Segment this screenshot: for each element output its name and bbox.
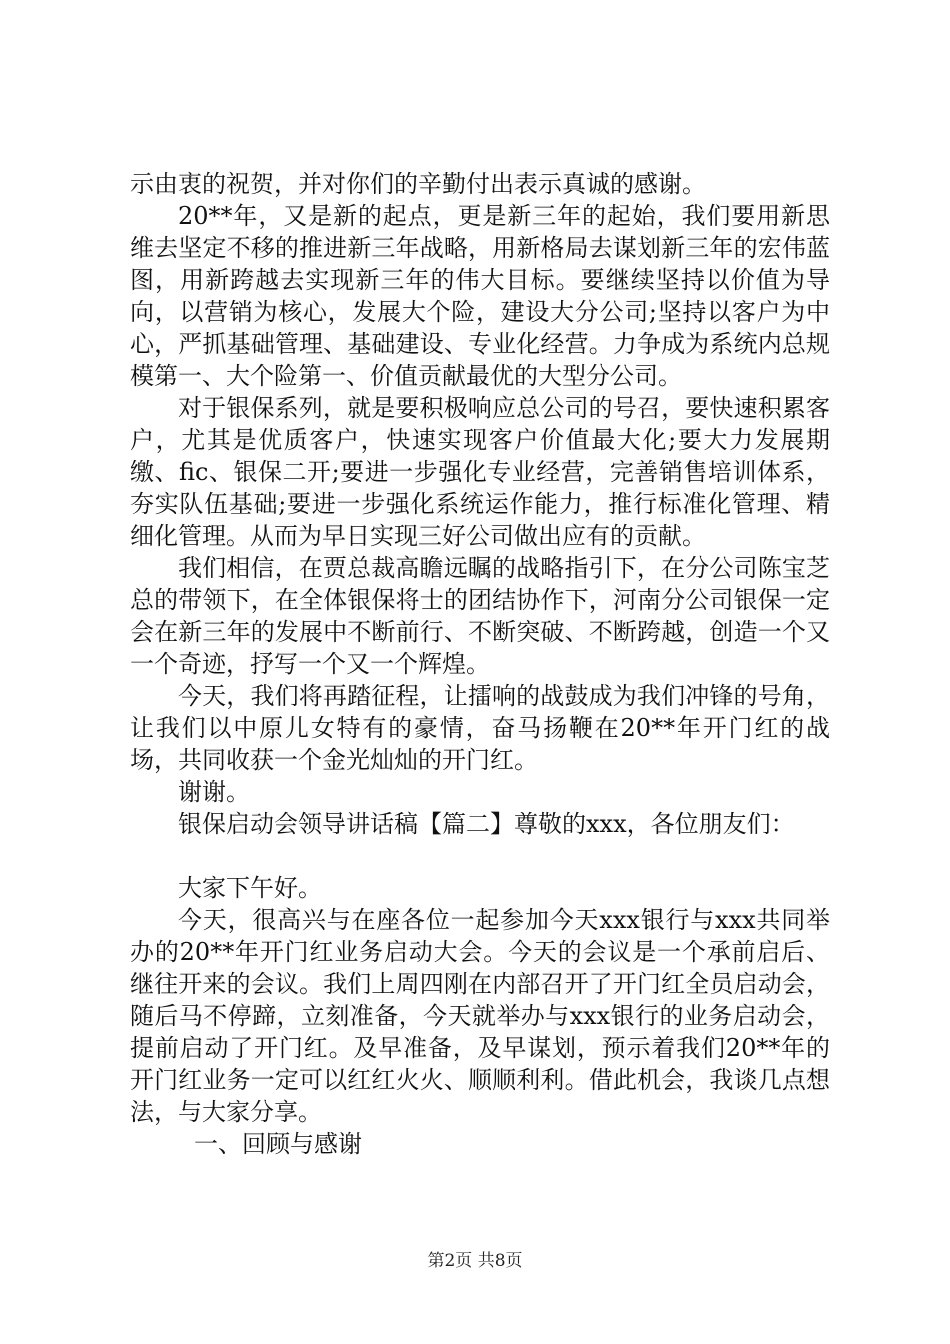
section-title-part-two: 银保启动会领导讲话稿【篇二】尊敬的xxx，各位朋友们： xyxy=(178,810,795,838)
paragraph-opening: 今天，很高兴与在座各位一起参加今天xxx银行与xxx共同举办的20**年开门红业务启动大会。今天的会议是一个承前启后、继往开来的会议。我们上周四刚在内部召开了开门红全员启动会，随后马不停蹄，立刻准备，今天就举办与xxx银行的业务启动会，提前启动了开门红。及早准备，及早谋划，预示着我们20**年的开门红业务一定可以红红火火、顺顺利利。借此机会，我谈几点想法，与大家分享。 xyxy=(130,906,830,1126)
paragraph-bancassurance: 对于银保系列，就是要积极响应总公司的号召，要快速积累客户，尤其是优质客户，快速实现客户价值最大化;要大力发展期缴、fic、银保二开;要进一步强化专业经营，完善销售培训体系，夯实队伍基础;要进一步强化系统运作能力，推行标准化管理、精细化管理。从而为早日实现三好公司做出应有的贡献。 xyxy=(130,394,830,550)
paragraph-new-start: 20**年，又是新的起点，更是新三年的起始，我们要用新思维去坚定不移的推进新三年战略，用新格局去谋划新三年的宏伟蓝图，用新跨越去实现新三年的伟大目标。要继续坚持以价值为导向，以营销为核心，发展大个险，建设大分公司;坚持以客户为中心，严抓基础管理、基础建设、专业化经营。力争成为系统内总规模第一、大个险第一、价值贡献最优的大型分公司。 xyxy=(130,202,830,390)
section-heading-review: 一、回顾与感谢 xyxy=(194,1130,362,1158)
paragraph-continuation: 示由衷的祝贺，并对你们的辛勤付出表示真诚的感谢。 xyxy=(130,170,706,198)
paragraph-confidence: 我们相信，在贾总裁高瞻远瞩的战略指引下，在分公司陈宝芝总的带领下，在全体银保将士的团结协作下，河南分公司银保一定会在新三年的发展中不断前行、不断突破、不断跨越，创造一个又一个奇迹，抒写一个又一个辉煌。 xyxy=(130,554,830,678)
blank-line xyxy=(130,840,830,872)
paragraph-thanks: 谢谢。 xyxy=(178,778,250,806)
paragraph-today: 今天，我们将再踏征程，让擂响的战鼓成为我们冲锋的号角，让我们以中原儿女特有的豪情，奋马扬鞭在20**年开门红的战场，共同收获一个金光灿灿的开门红。 xyxy=(130,682,830,774)
paragraph-greeting: 大家下午好。 xyxy=(178,874,322,902)
page-number-footer: 第2页 共8页 xyxy=(427,1251,523,1271)
document-body xyxy=(130,168,830,1160)
